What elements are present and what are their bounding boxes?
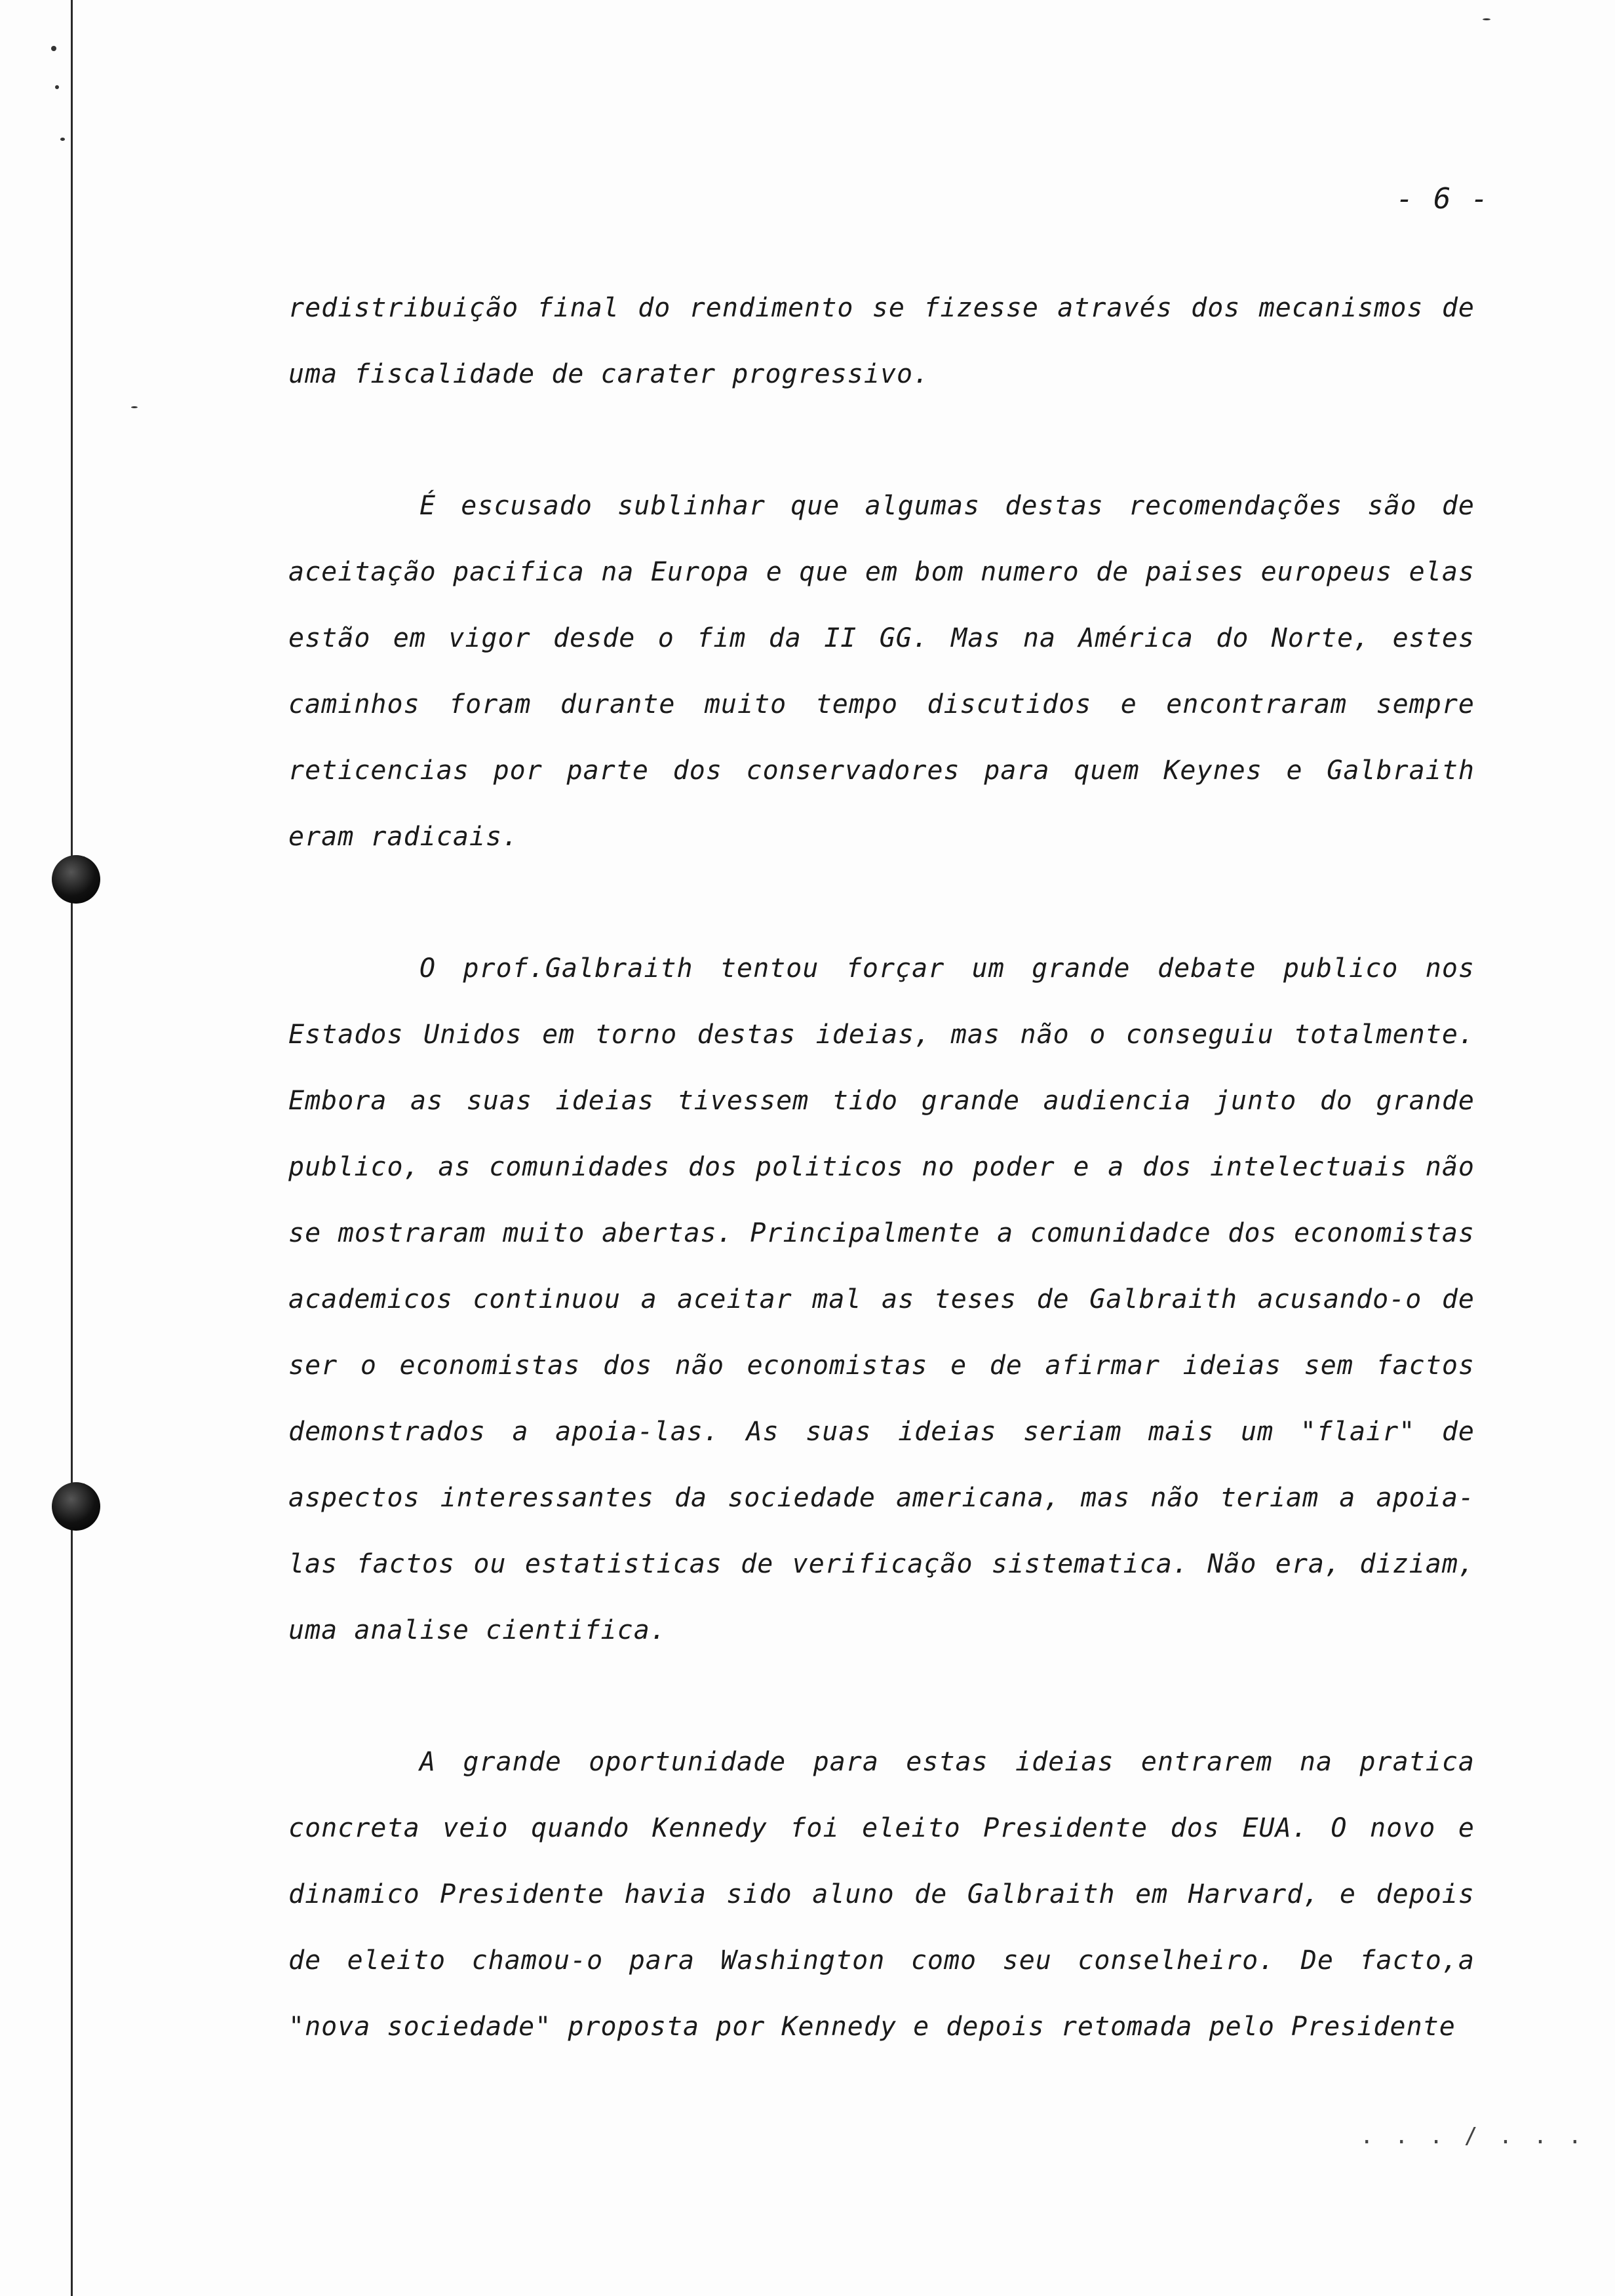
body-text (288, 275, 1475, 2060)
scan-speck (131, 406, 138, 408)
paragraph-continuation: redistribuição final do rendimento se fizesse através dos mecanismos de uma fiscalidade de carater progressivo. (288, 293, 1475, 389)
scan-speck (1483, 18, 1490, 20)
paragraph: A grande oportunidade para estas ideias entrarem na pratica concreta veio quando Kennedy foi eleito Presidente dos EUA. O novo e dinamico Presidente havia sido aluno de Galbraith em Harvard, e depois de eleito chamou-o para Washington como seu conselheiro. De facto,a "nova sociedade" proposta por Kennedy e depois retomada pelo Presidente (288, 1747, 1475, 2042)
paragraph-gap (288, 1664, 1475, 1729)
binding-margin-line (71, 0, 73, 2296)
paragraph-gap (288, 870, 1475, 936)
scan-speck (51, 46, 56, 51)
paragraph: O prof.Galbraith tentou forçar um grande debate publico nos Estados Unidos em torno destas ideias, mas não o conseguiu totalmente. Embora as suas ideias tivessem tido grande audiencia junto do grande publico, as comunidades dos politicos no poder e a dos intelectuais não se mostraram muito abertas. Principalmente a comunidadce dos economistas academicos continuou a aceitar mal as teses de Galbraith acusando-o de ser o economistas dos não economistas e de afirmar ideias sem factos demonstrados a apoia-las. As suas ideias seriam mais um "flair" de aspectos interessantes da sociedade americana, mas não teriam a apoia-las factos ou estatisticas de verificação sistematica. Não era, diziam, uma analise cientifica. (288, 953, 1475, 1645)
continuation-mark: . . . / . . . (1360, 2123, 1586, 2149)
punch-hole-icon (52, 855, 100, 904)
paragraph: É escusado sublinhar que algumas destas recomendações são de aceitação pacifica na Europa e que em bom numero de paises europeus elas estão em vigor desde o fim da II GG. Mas na América do Norte, estes caminhos foram durante muito tempo discutidos e encontraram sempre reticencias por parte dos conservadores para quem Keynes e Galbraith eram radicais. (288, 491, 1475, 852)
paragraph-gap (288, 408, 1475, 473)
punch-hole-icon (52, 1482, 100, 1531)
page-number: - 6 - (1396, 182, 1490, 216)
scan-speck (60, 138, 65, 141)
scan-speck (55, 85, 59, 89)
